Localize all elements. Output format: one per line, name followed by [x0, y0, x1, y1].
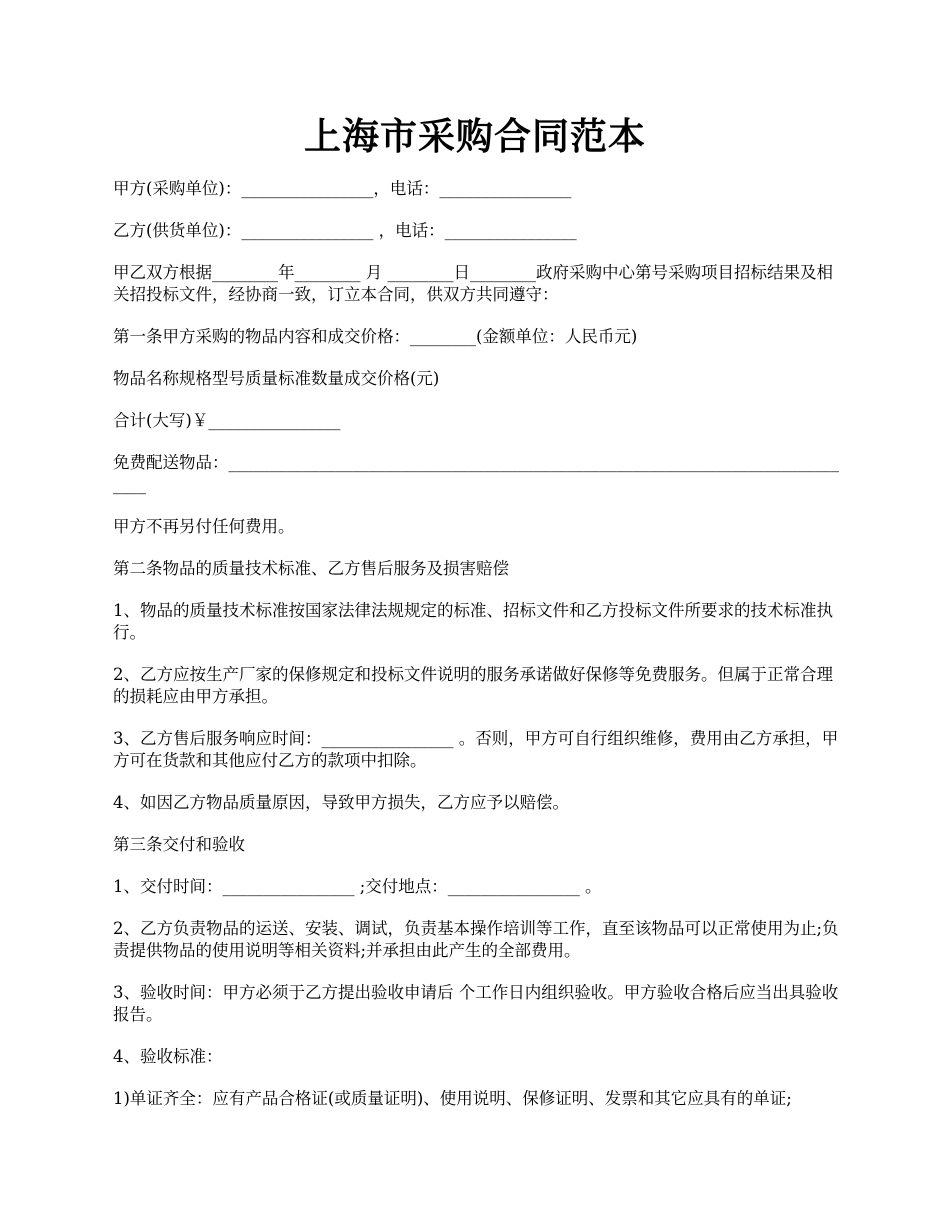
- paragraph-item-header: 物品名称规格型号质量标准数量成交价格(元): [113, 369, 440, 388]
- paragraph-party-b: 乙方(供货单位)：________________ ，电话：________________: [113, 221, 577, 240]
- paragraph-preamble: 甲乙双方根据________年________ 月 ________日________政府采购中心第号采购项目招标结果及相关招投标文件，经协商一致，订立本合同，供双方共同遵守：: [113, 263, 833, 304]
- paragraph-clause-3-1: 1、交付时间：________________ ;交付地点：________________ 。: [113, 877, 602, 896]
- document-title: 上海市采购合同范本: [304, 114, 646, 158]
- paragraph-clause-3-4-1: 1)单证齐全：应有产品合格证(或质量证明)、使用说明、保修证明、发票和其它应具有的单证;: [113, 1089, 792, 1108]
- paragraph-article-3: 第三条交付和验收: [113, 835, 245, 854]
- paragraph-clause-2-1: 1、物品的质量技术标准按国家法律法规规定的标准、招标文件和乙方投标文件所要求的技术标准执行。: [113, 601, 833, 642]
- paragraph-clause-2-3: 3、乙方售后服务响应时间：________________ 。否则，甲方可自行组织维修，费用由乙方承担，甲方可在货款和其他应付乙方的款项中扣除。: [113, 729, 839, 770]
- paragraph-clause-2-2: 2、乙方应按生产厂家的保修规定和投标文件说明的服务承诺做好保修等免费服务。但属于正常合理的损耗应由甲方承担。: [113, 665, 833, 706]
- paragraph-party-a: 甲方(采购单位)：________________，电话：________________: [113, 179, 572, 198]
- paragraph-clause-2-4: 4、如因乙方物品质量原因，导致甲方损失，乙方应予以赔偿。: [113, 793, 569, 812]
- paragraph-article-2: 第二条物品的质量技术标准、乙方售后服务及损害赔偿: [113, 559, 509, 578]
- paragraph-free-delivery: 免费配送物品：______________________________________________________________________________: [113, 453, 839, 494]
- document-body: [113, 178, 843, 1130]
- paragraph-total: 合计(大写)￥________________: [113, 411, 341, 430]
- paragraph-clause-3-2: 2、乙方负责物品的运送、安装、调试，负责基本操作培训等工作，直至该物品可以正常使用为止;负责提供物品的使用说明等相关资料;并承担由此产生的全部费用。: [113, 919, 839, 960]
- paragraph-article-1: 第一条甲方采购的物品内容和成交价格：________(金额单位：人民币元): [113, 327, 638, 346]
- paragraph-clause-3-4: 4、验收标准：: [113, 1047, 223, 1066]
- paragraph-clause-3-3: 3、验收时间：甲方必须于乙方提出验收申请后 个工作日内组织验收。甲方验收合格后应当出具验收报告。: [113, 983, 839, 1024]
- paragraph-no-extra-fee: 甲方不再另付任何费用。: [113, 517, 295, 536]
